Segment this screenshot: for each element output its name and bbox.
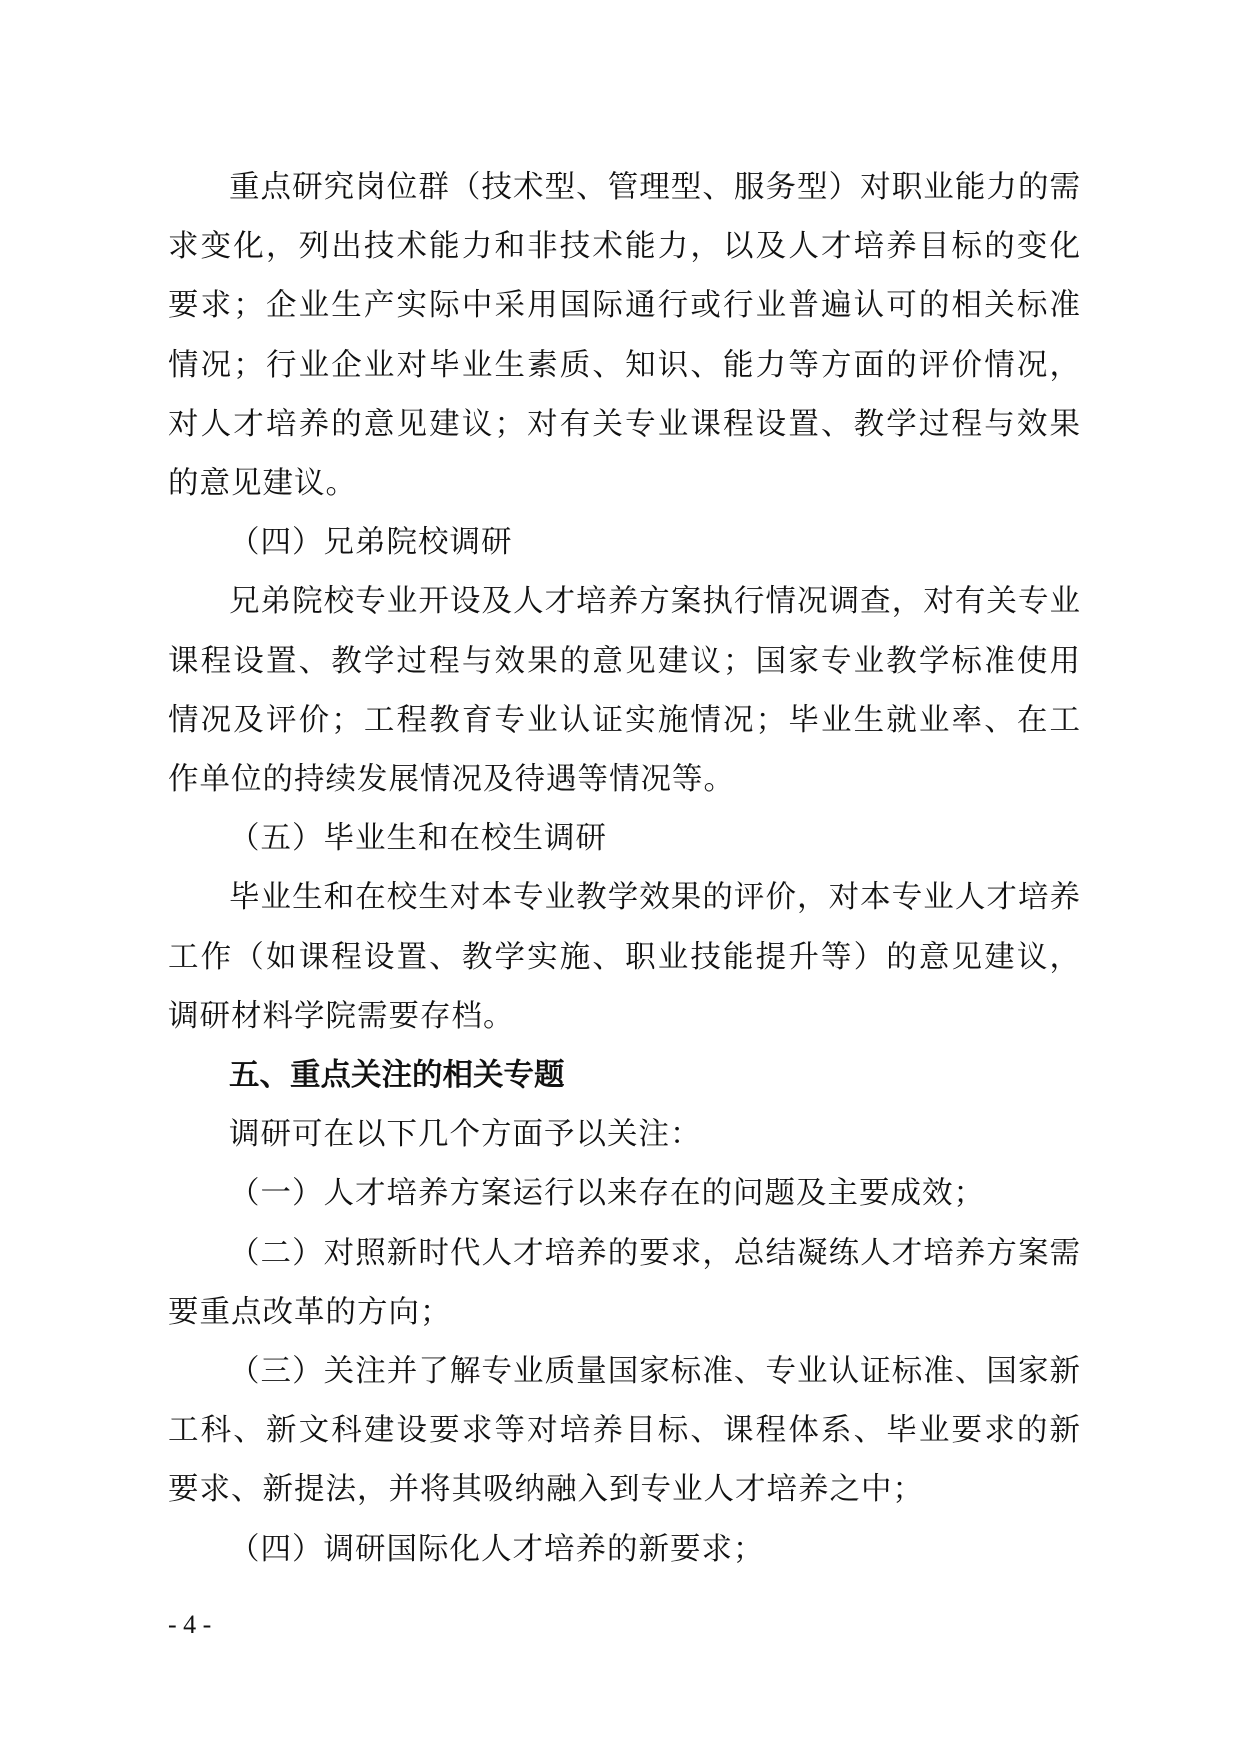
paragraph-job-cluster-research: 重点研究岗位群（技术型、管理型、服务型）对职业能力的需求变化，列出技术能力和非技术能力，以及人才培养目标的变化要求；企业生产实际中采用国际通行或行业普遍认可的相关标准情况；行业企业对毕业生素质、知识、能力等方面的评价情况，对人才培养的意见建议；对有关专业课程设置、教学过程与效果的意见建议。 — [168, 170, 1081, 502]
section-heading-key-topics: 五、重点关注的相关专题 — [229, 1058, 565, 1094]
list-item-2: （二）对照新时代人才培养的要求，总结凝练人才培养方案需要重点改革的方向； — [168, 1235, 1081, 1330]
paragraph-graduate-student-research: 毕业生和在校生对本专业教学效果的评价，对本专业人才培养工作（如课程设置、教学实施、职业技能提升等）的意见建议，调研材料学院需要存档。 — [168, 880, 1081, 1034]
list-item-1: （一）人才培养方案运行以来存在的问题及主要成效； — [229, 1176, 985, 1212]
paragraph-peer-college-research: 兄弟院校专业开设及人才培养方案执行情况调查，对有关专业课程设置、教学过程与效果的意见建议；国家专业教学标准使用情况及评价；工程教育专业认证实施情况；毕业生就业率、在工作单位的持续发展情况及待遇等情况等。 — [168, 584, 1081, 798]
document-body — [168, 158, 1081, 1579]
list-item-3: （三）关注并了解专业质量国家标准、专业认证标准、国家新工科、新文科建设要求等对培养目标、课程体系、毕业要求的新要求、新提法，并将其吸纳融入到专业人才培养之中； — [168, 1354, 1081, 1508]
list-item-4: （四）调研国际化人才培养的新要求； — [229, 1531, 765, 1567]
subheading-graduate-student-research: （五）毕业生和在校生调研 — [229, 821, 607, 857]
subheading-peer-college-research: （四）兄弟院校调研 — [229, 525, 513, 561]
page-number: - 4 - — [168, 1610, 212, 1639]
paragraph-focus-intro: 调研可在以下几个方面予以关注： — [229, 1117, 702, 1153]
